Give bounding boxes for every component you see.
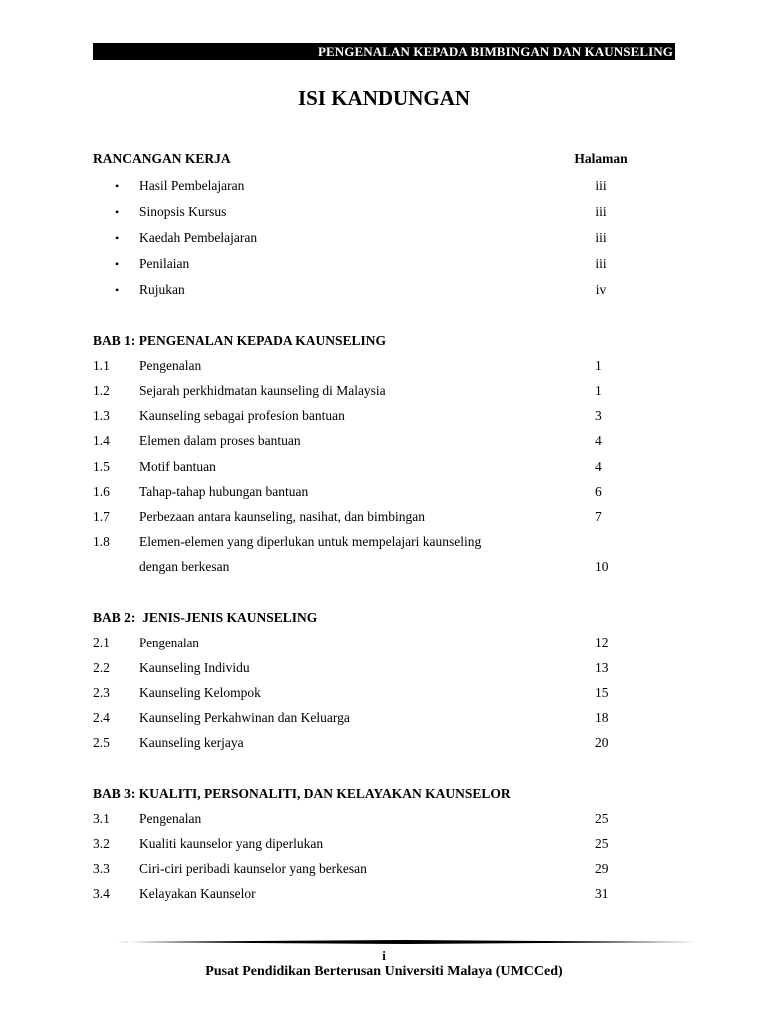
toc-entry-label: Kaunseling Kelompok	[139, 685, 261, 700]
section-heading-bab2: BAB 2: JENIS-JENIS KAUNSELING	[93, 610, 318, 625]
toc-entry-number: 1.2	[93, 383, 110, 398]
toc-entry-label: Kaunseling sebagai profesion bantuan	[139, 408, 345, 423]
toc-entry-page: 18	[595, 710, 609, 725]
toc-entry-label-continued: dengan berkesan	[139, 559, 230, 574]
toc-entry-label: Elemen dalam proses bantuan	[139, 433, 301, 448]
toc-entry-page: 25	[595, 836, 609, 851]
toc-entry-label: Kaunseling kerjaya	[139, 735, 244, 750]
toc-entry-label: Tahap-tahap hubungan bantuan	[139, 484, 309, 499]
toc-entry-number: 1.7	[93, 509, 110, 524]
toc-entry-page: 3	[595, 408, 602, 423]
toc-entry-page: 4	[595, 459, 602, 474]
toc-entry-number: 1.5	[93, 459, 110, 474]
toc-entry-number: 3.1	[93, 811, 110, 826]
page-number: i	[382, 948, 386, 963]
toc-entry-page: 31	[595, 886, 609, 901]
toc-entry-number: 2.5	[93, 735, 110, 750]
toc-entry-number: 1.1	[93, 358, 110, 373]
toc-entry-label: Pengenalan	[139, 358, 202, 373]
toc-entry-page: iii	[595, 178, 607, 193]
bullet-icon: •	[115, 283, 120, 297]
running-header: PENGENALAN KEPADA BIMBINGAN DAN KAUNSELING	[93, 43, 675, 60]
toc-entry-label: Kaunseling Perkahwinan dan Keluarga	[139, 710, 350, 725]
toc-entry-label: Hasil Pembelajaran	[139, 178, 245, 193]
toc-entry-number: 2.4	[93, 710, 110, 725]
page-title: ISI KANDUNGAN	[297, 86, 471, 110]
toc-entry-number: 3.4	[93, 886, 110, 901]
section-heading-rancangan: RANCANGAN KERJA	[93, 151, 231, 166]
bullet-icon: •	[115, 231, 120, 245]
toc-entry-page: 10	[595, 559, 609, 574]
toc-entry-number: 2.2	[93, 660, 110, 675]
toc-entry-page: 15	[595, 685, 609, 700]
toc-entry-number: 3.3	[93, 861, 110, 876]
toc-entry-label: Pengenalan	[139, 811, 202, 826]
page-column-heading: Halaman	[574, 151, 628, 166]
toc-entry-number: 1.6	[93, 484, 110, 499]
toc-entry-page: 13	[595, 660, 609, 675]
toc-entry-page: 12	[595, 635, 609, 650]
toc-entry-label: Motif bantuan	[139, 459, 216, 474]
toc-entry-label: Perbezaan antara kaunseling, nasihat, dan bimbingan	[139, 509, 426, 524]
footer-institution: Pusat Pendidikan Berterusan Universiti Malaya (UMCCed)	[205, 964, 563, 979]
toc-entry-number: 2.3	[93, 685, 110, 700]
toc-entry-number: 3.2	[93, 836, 110, 851]
toc-entry-page: 6	[595, 484, 602, 499]
toc-entry-label: Kelayakan Kaunselor	[139, 886, 256, 901]
toc-entry-page: 29	[595, 861, 609, 876]
toc-entry-number: 1.8	[93, 534, 110, 549]
toc-entry-number: 2.1	[93, 635, 110, 650]
toc-entry-page: 20	[595, 735, 609, 750]
toc-entry-page: iii	[595, 256, 607, 271]
toc-entry-label: Kaedah Pembelajaran	[139, 230, 258, 245]
toc-entry-page: iii	[595, 230, 607, 245]
toc-entry-page: iv	[595, 282, 607, 297]
bullet-icon: •	[115, 179, 120, 193]
toc-entry-page: 4	[595, 433, 602, 448]
toc-entry-label: Sinopsis Kursus	[139, 204, 227, 219]
toc-entry-number: 1.4	[93, 433, 110, 448]
toc-entry-page: 1	[595, 383, 602, 398]
toc-entry-number: 1.3	[93, 408, 110, 423]
toc-entry-label: Penilaian	[139, 256, 190, 271]
bullet-icon: •	[115, 205, 120, 219]
toc-entry-label: Kaunseling Individu	[139, 660, 250, 675]
toc-entry-label: Pengenalan	[139, 635, 199, 650]
toc-entry-page: 1	[595, 358, 602, 373]
toc-entry-label: Sejarah perkhidmatan kaunseling di Malaysia	[139, 383, 386, 398]
toc-entry-label: Kualiti kaunselor yang diperlukan	[139, 836, 324, 851]
bullet-icon: •	[115, 257, 120, 271]
toc-entry-page: 7	[595, 509, 602, 524]
toc-entry-label: Rujukan	[139, 282, 185, 297]
footer-rule	[118, 940, 698, 944]
toc-entry-label: Ciri-ciri peribadi kaunselor yang berkesan	[139, 861, 367, 876]
section-heading-bab1: BAB 1: PENGENALAN KEPADA KAUNSELING	[93, 333, 387, 348]
toc-entry-page: 25	[595, 811, 609, 826]
toc-entry-page: iii	[595, 204, 607, 219]
section-heading-bab3: BAB 3: KUALITI, PERSONALITI, DAN KELAYAKAN KAUNSELOR	[93, 786, 511, 801]
toc-entry-label: Elemen-elemen yang diperlukan untuk mempelajari kaunseling	[139, 534, 482, 549]
